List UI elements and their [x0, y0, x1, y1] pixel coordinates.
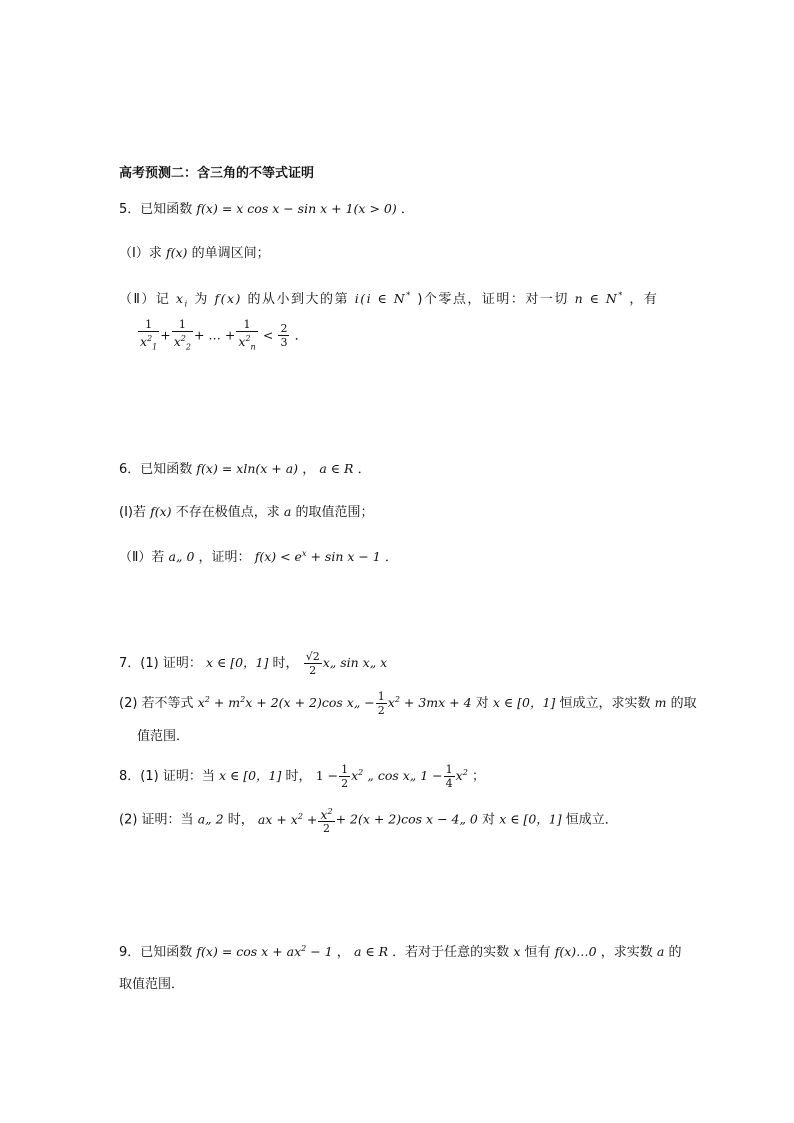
q6-p2-ineq: [255, 549, 381, 564]
q5-statement: [119, 200, 414, 219]
q8-x2-b: $x^2$: [455, 767, 468, 783]
q8-d: x: [455, 768, 463, 783]
q5-ineq-end: ．: [294, 328, 308, 344]
q7-p2-m: m: [654, 695, 667, 710]
q5-p2-d: )个零点，证明：对一切: [417, 292, 569, 308]
q7-half-num: 1: [377, 690, 385, 703]
q6-p1-a: (I)若: [119, 505, 146, 520]
q7-p2-a: (2) 若不等式: [119, 696, 194, 711]
q5-p2-c: 的从小到大的第: [247, 292, 350, 308]
q6-p2-a: （Ⅱ）若: [119, 550, 165, 566]
q8-b: x: [351, 768, 359, 783]
q9-a-in-R: a ∈ R: [353, 944, 389, 960]
q8-when: 时，: [285, 769, 312, 784]
q9-x-var: x: [513, 944, 521, 960]
q9-def-b: − 1: [310, 944, 333, 960]
q7-p2-cond: x ∈ [0，1]: [492, 695, 556, 710]
q6-p1-a-var: a: [283, 504, 292, 519]
q5-frac-n-den: $x^2_n$: [236, 331, 257, 354]
q6-p2-b: ，证明：: [198, 550, 251, 566]
q9-comma: ，: [336, 945, 350, 961]
q8-p2-c: 对: [482, 812, 496, 828]
q6-p2-ineq-b: + sin x − 1: [310, 549, 381, 565]
q7-den-2: 2: [304, 663, 322, 677]
q5-p2-e: ，有: [629, 292, 659, 308]
q5-plus-1: +: [160, 327, 171, 343]
q5-function-def: f(x) = x cos x − sin x + 1(x > 0): [196, 201, 397, 216]
q7-p2-ineq-rest: $x^2 + 3mx + 4$: [387, 694, 472, 710]
q7-p2-ineq-a: x: [197, 695, 205, 710]
q6-p2-exp: x: [301, 549, 307, 558]
q5-period: ．: [400, 202, 414, 217]
q7-p2-ineq-e: + 3mx + 4: [403, 695, 472, 710]
q8-x2-num: $x^2$: [320, 807, 333, 823]
q5-ellipsis: + … +: [193, 327, 236, 343]
q5-p2-xi-base: x: [176, 291, 185, 307]
q8-c: „ cos x„ 1 −: [367, 768, 443, 783]
q7-p2-ineq-d: x: [387, 695, 395, 710]
q9-def-a: f(x) = cos x + ax: [196, 944, 302, 960]
q5-p2-star: *: [406, 291, 412, 300]
q9-b: ．若对于任意的实数: [392, 945, 510, 961]
q8-half-den: 2: [341, 777, 349, 790]
q5-frac-1-den: $x^2_1$: [138, 331, 159, 354]
q8-quarter-num: 1: [445, 763, 453, 776]
q7-part2: [119, 690, 697, 717]
q9-cond: f(x)…0: [554, 944, 597, 960]
q5-frac-2-den: $x^2_2$: [172, 331, 193, 354]
q9-c: 恒有: [524, 945, 551, 961]
q5-frac-2: [172, 318, 193, 354]
q5-part2: [119, 287, 658, 314]
q5-frac-2-3-num: 2: [280, 322, 288, 336]
q5-frac-two-thirds: [278, 322, 289, 349]
q6-statement: [119, 460, 371, 479]
section-title: 高考预测二：含三角的不等式证明: [119, 166, 315, 181]
q6-period: ．: [357, 462, 371, 477]
q7-p2-ineq-b: + m: [213, 695, 241, 710]
q5-p2-i-text: i(i ∈ N: [354, 291, 407, 307]
q5-p2-i: [355, 291, 412, 306]
q5-p2-a: （Ⅱ）记: [119, 292, 171, 308]
q5-p1-prefix: （Ⅰ）求: [119, 246, 162, 261]
q7-sqrt2-over-2: [304, 650, 322, 677]
q7-number: 7．(1) 证明：: [119, 656, 202, 671]
q9-function-def: $f(x) = \cos x + ax^2 - 1$: [196, 944, 333, 960]
q8-p2-b: 时，: [227, 812, 254, 828]
q8-p2-cond: a„ 2: [197, 811, 224, 827]
q6-part1: [119, 503, 373, 522]
q8-p2-cond2: x ∈ [0，1]: [499, 811, 562, 827]
q6-p1-fx: f(x): [150, 504, 172, 519]
q6-p1-c: 的取值范围；: [295, 505, 374, 520]
q5-part1: [119, 244, 270, 263]
q7-when: 时，: [272, 656, 299, 671]
q8-p2-expr-c: + 2(x + 2)cos x − 4„ 0: [335, 811, 478, 827]
q6-p1-b: 不存在极值点，求: [175, 505, 280, 520]
q8-part2: [119, 805, 618, 835]
q5-p1-fx: f(x): [165, 245, 188, 260]
q7-p2-c: 恒成立，求实数: [559, 696, 651, 711]
q8-half: [339, 763, 350, 790]
q6-p2-end: ．: [384, 550, 398, 566]
q6-a-in-R: a ∈ R: [319, 461, 354, 476]
q7-p2-b: 对: [475, 696, 489, 711]
q5-frac-2-3-den: 3: [280, 336, 288, 350]
q9-statement: [119, 940, 681, 962]
q5-frac-2-num: 1: [178, 318, 186, 331]
q5-frac-1: [138, 318, 159, 354]
q5-p2-n: [575, 291, 624, 306]
q8-number: 8．(1) 证明：当: [119, 769, 215, 784]
q6-comma: ，: [302, 462, 316, 477]
q8-p2-expr-b: +: [306, 811, 318, 827]
q8-x2-over-2: [318, 805, 334, 835]
q8-x2-den: 2: [318, 821, 334, 835]
q8-cond: x ∈ [0，1]: [218, 768, 282, 783]
q8-quarter: [444, 763, 455, 790]
q9-continuation: 取值范围．: [119, 977, 185, 992]
q8-p2-d: 恒成立．: [565, 812, 618, 828]
q7-p2-ineq-c: x + 2(x + 2)cos x„ −: [245, 695, 375, 710]
q8-p2-a: (2) 证明：当: [119, 812, 194, 828]
q8-part1: [119, 763, 485, 790]
q7-rhs: x„ sin x„ x: [322, 655, 388, 670]
q5-p2-n-text: n ∈ N: [574, 291, 619, 307]
q8-half-num: 1: [341, 763, 349, 776]
q5-p2-xi: [176, 291, 189, 309]
q7-half-den: 2: [377, 704, 385, 717]
q9-a-var: a: [656, 944, 665, 960]
q7-continuation: 值范围．: [137, 729, 190, 744]
q7-half: [376, 690, 387, 717]
q5-frac-n-num: 1: [243, 318, 251, 331]
q5-p2-b: 为: [194, 292, 209, 308]
q5-frac-1-num: 1: [145, 318, 153, 331]
q7-p2-ineq: $x^2 + m^2x + 2(x + 2)\cos$ x„ −: [197, 694, 375, 710]
q8-p2-expr: ax + $x^2$ +: [257, 811, 318, 827]
q7-sqrt2: √2: [305, 650, 320, 663]
q6-p2-cond: a„ 0: [168, 549, 195, 565]
q7-part1: [119, 650, 387, 677]
q6-number: 6．已知函数: [119, 462, 193, 477]
q7-cond: x ∈ [0，1]: [205, 655, 269, 670]
q5-p2-xi-sub: i: [184, 299, 189, 309]
q5-frac-n: [236, 318, 257, 354]
q6-part2: [119, 545, 398, 567]
q8-x2-a: $x^2$: [351, 767, 364, 783]
q6-function-def: f(x) = xln(x + a): [196, 461, 299, 476]
q9-e: 的: [668, 945, 682, 961]
q8-quarter-den: 4: [445, 777, 453, 790]
q9-d: ，求实数: [600, 945, 653, 961]
q5-number: 5．已知函数: [119, 202, 193, 217]
q6-p2-ineq-a: f(x) < e: [254, 549, 302, 565]
q5-p2-n-star: *: [618, 291, 624, 300]
q5-inequality: [137, 318, 308, 354]
q5-less-than: <: [262, 327, 274, 343]
q7-p2-d: 的取: [670, 696, 697, 711]
q5-p2-fx: f(x): [214, 291, 242, 307]
q8-p2-expr-a: ax + x: [257, 811, 298, 827]
q8-end: ；: [471, 769, 485, 784]
q8-a: 1 −: [315, 768, 339, 783]
q5-p1-suffix: 的单调区间；: [191, 246, 270, 261]
q9-number: 9．已知函数: [119, 945, 193, 961]
